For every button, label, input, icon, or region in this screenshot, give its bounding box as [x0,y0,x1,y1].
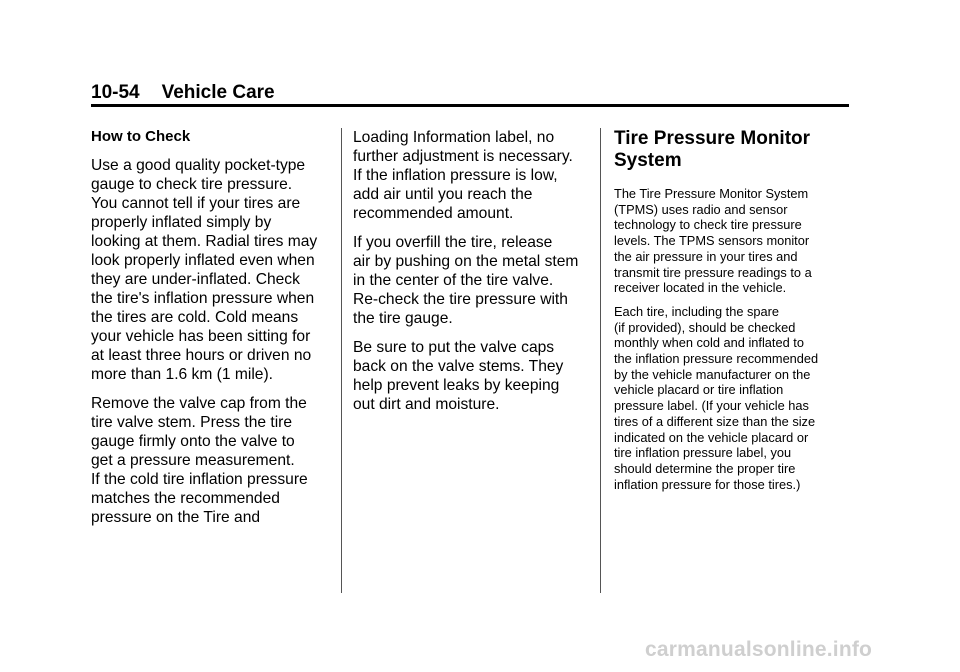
paragraph: Be sure to put the valve caps back on the valve stems. They help prevent leaks by keeping out dirt and moisture. [353,339,564,413]
page-header [91,82,275,104]
paragraph: Remove the valve cap from the tire valve stem. Press the tire gauge firmly onto the valve to get a pressure measurement. If the cold tire inflation pressure matches the recommended pressure on the Tire and [91,395,308,526]
column-divider [600,128,601,593]
paragraph: The Tire Pressure Monitor System (TPMS) uses radio and sensor technology to check tire pressure levels. The TPMS sensors monitor the air pressure in your tires and transmit tire pressure readings to a receiver located in the vehicle. [614,186,812,296]
subheading-how-to-check: How to Check [91,128,191,145]
header-rule [91,104,849,107]
column-right [614,128,854,500]
paragraph: Each tire, including the spare (if provided), should be checked monthly when cold and inflated to the inflation pressure recommended by the vehicle manufacturer on the vehicle placard or tire inflation pressure label. (If your vehicle has tires of a different size than the size indicated on the vehicle placard or tire inflation pressure label, you should determine the proper tire inflation pressure for those tires.) [614,303,819,492]
paragraph: If you overfill the tire, release air by pushing on the metal stem in the center of the tire valve. Re-check the tire pressure with the tire gauge. [353,234,579,327]
column-divider [341,128,342,593]
section-heading-tpms: Tire Pressure Monitor System [614,128,811,171]
section-title: Vehicle Care [161,82,275,103]
column-middle [353,128,593,424]
page-number: 10-54 [91,82,140,103]
watermark: carmanualsonline.info [645,638,873,661]
column-left [91,128,336,537]
paragraph: Use a good quality pocket-type gauge to check tire pressure. You cannot tell if your tires are properly inflated simply by looking at them. Radial tires may look properly inflated even when they are under-inflated. Check the tire's inflation pressure when the tires are cold. Cold means your vehicle has been sitting for at least three hours or driven no more than 1.6 km (1 mile). [91,157,318,383]
paragraph: Loading Information label, no further adjustment is necessary. If the inflation pressure is low, add air until you reach the recommended amount. [353,129,573,222]
